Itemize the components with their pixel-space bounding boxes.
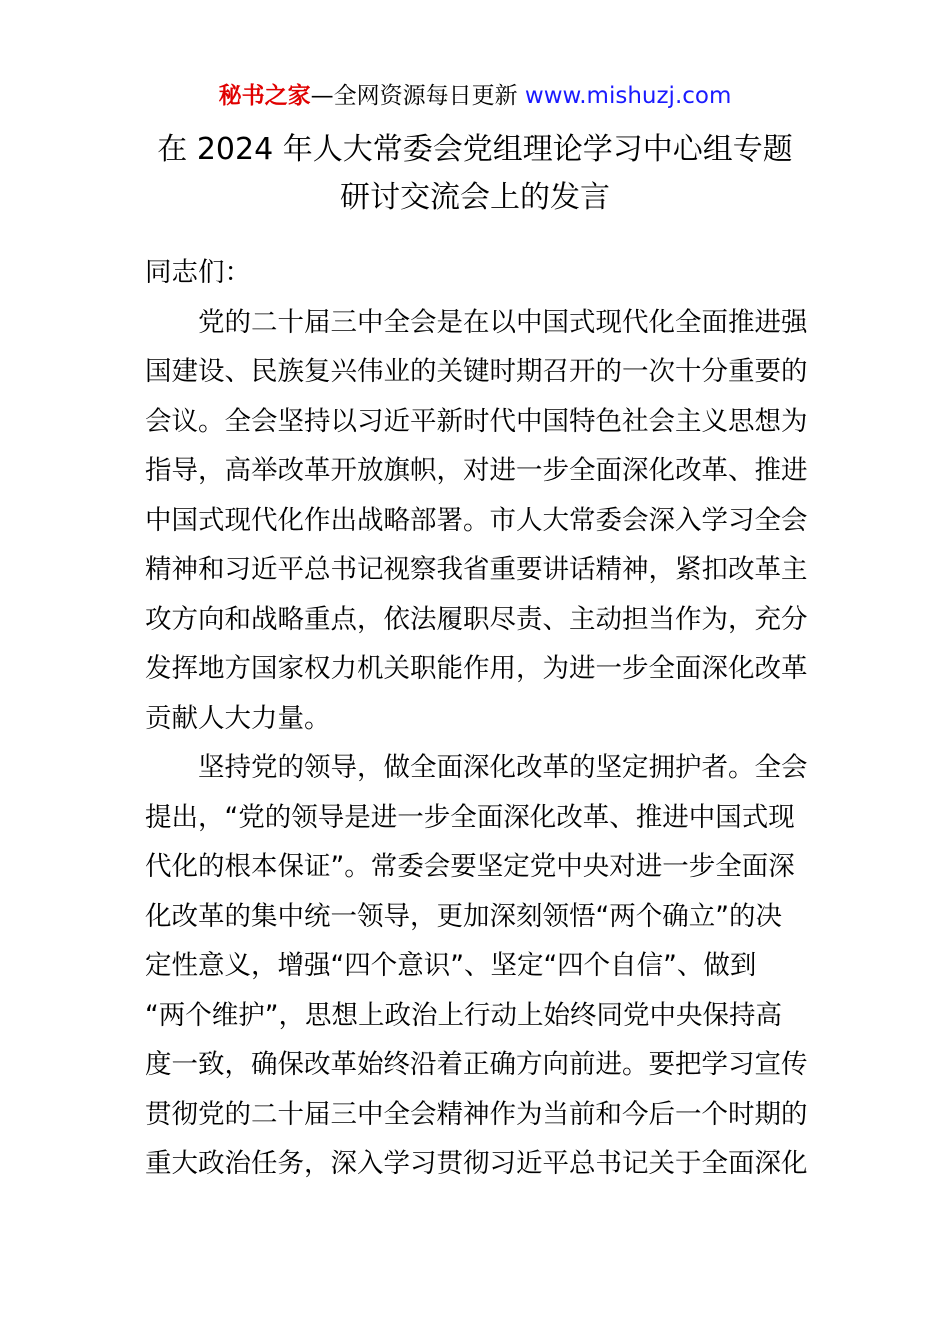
salutation: 同志们： [145, 257, 251, 288]
title-line-1: 在 2024 年人大常委会党组理论学习中心组专题 [157, 132, 793, 167]
paragraph-2-line: 定性意义，增强“四个意识”、坚定“四个自信”、做到 [145, 950, 757, 981]
paragraph-2-line: 重大政治任务，深入学习贯彻习近平总书记关于全面深化 [145, 1148, 808, 1179]
paragraph-1-line: 发挥地方国家权力机关职能作用，为进一步全面深化改革 [145, 653, 808, 684]
paragraph-2-line: 度一致，确保改革始终沿着正确方向前进。要把学习宣传 [145, 1049, 808, 1080]
paragraph-1-line: 精神和习近平总书记视察我省重要讲话精神，紧扣改革主 [145, 554, 808, 585]
document-body [145, 248, 810, 1189]
paragraph-1-line: 指导，高举改革开放旗帜，对进一步全面深化改革、推进 [145, 455, 808, 486]
paragraph-1-line: 国建设、民族复兴伟业的关键时期召开的一次十分重要的 [145, 356, 808, 387]
title-line-2: 研讨交流会上的发言 [340, 180, 610, 215]
paragraph-2-line: 代化的根本保证”。常委会要坚定党中央对进一步全面深 [145, 851, 795, 882]
paragraph-2-line: 贯彻党的二十届三中全会精神作为当前和今后一个时期的 [145, 1098, 808, 1130]
header-url-link[interactable]: www.mishuzj.com [524, 83, 732, 109]
paragraph-1-line: 贡献人大力量。 [145, 702, 331, 734]
paragraph-2-line: 坚持党的领导，做全面深化改革的坚定拥护者。全会 [198, 752, 808, 783]
header-dash: — [310, 83, 334, 109]
brand-name: 秘书之家 [218, 83, 311, 109]
paragraph-2-line: 化改革的集中统一领导，更加深刻领悟“两个确立”的决 [145, 900, 782, 932]
paragraph-2-line: 提出，“党的领导是进一步全面深化改革、推进中国式现 [145, 801, 795, 833]
paragraph-2-line: “两个维护”，思想上政治上行动上始终同党中央保持高 [145, 999, 782, 1031]
header-tagline: 全网资源每日更新 [333, 83, 518, 109]
paragraph-1-line: 攻方向和战略重点，依法履职尽责、主动担当作为，充分 [145, 603, 808, 635]
paragraph-1-line: 党的二十届三中全会是在以中国式现代化全面推进强 [198, 306, 808, 338]
site-header [0, 80, 950, 112]
paragraph-1-line: 会议。全会坚持以习近平新时代中国特色社会主义思想为 [145, 405, 808, 437]
document-title [120, 126, 830, 222]
paragraph-1-line: 中国式现代化作出战略部署。市人大常委会深入学习全会 [145, 504, 808, 536]
